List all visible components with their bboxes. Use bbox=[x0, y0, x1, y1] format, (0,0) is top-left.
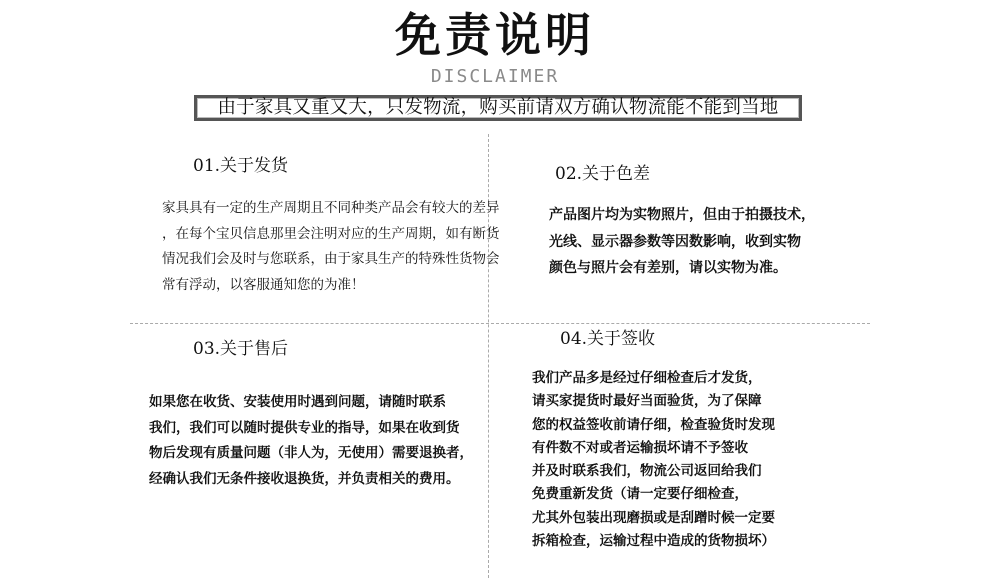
shipping-notice-text: 由于家具又重又大，只发物流，购买前请双方确认物流能不能到当地 bbox=[217, 97, 779, 118]
horizontal-divider bbox=[130, 323, 870, 324]
section-body-after-sales bbox=[149, 390, 473, 492]
section-body-receipt bbox=[532, 367, 775, 553]
shipping-notice-box bbox=[194, 95, 802, 121]
text-line: 免费重新发货（请一定要仔细检查， bbox=[532, 486, 748, 503]
section-body-shipping bbox=[162, 196, 500, 298]
text-line: 经确认我们无条件接收退换货，并负责相关的费用。 bbox=[149, 470, 460, 487]
text-line: 您的权益签收前请仔细，检查验货时发现 bbox=[532, 416, 775, 433]
section-heading-receipt: 04.关于签收 bbox=[560, 329, 656, 349]
text-line: 情况我们会及时与您联系，由于家具生产的特殊性货物会 bbox=[162, 251, 500, 267]
section-heading-after-sales: 03.关于售后 bbox=[193, 339, 289, 359]
text-line: 如果您在收货、安装使用时遇到问题，请随时联系 bbox=[149, 394, 446, 410]
text-line: 我们，我们可以随时提供专业的指导，如果在收到货 bbox=[149, 419, 460, 436]
section-body-color-difference bbox=[549, 202, 815, 282]
section-heading-shipping: 01.关于发货 bbox=[193, 156, 289, 176]
text-line: 产品图片均为实物照片，但由于拍摄技术， bbox=[549, 207, 815, 223]
text-line: 物后发现有质量问题（非人为，无使用）需要退换者， bbox=[149, 445, 473, 461]
text-line: 家具具有一定的生产周期且不同种类产品会有较大的差异 bbox=[162, 200, 500, 216]
page-title: 免责说明 bbox=[395, 8, 595, 62]
text-line: 尤其外包装出现磨损或是刮蹭时候一定要 bbox=[532, 509, 775, 526]
text-line: 请买家提货时最好当面验货，为了保障 bbox=[532, 393, 762, 410]
text-line: 常有浮动，以客服通知您的为准！ bbox=[162, 276, 365, 293]
text-line: 我们产品多是经过仔细检查后才发货， bbox=[532, 370, 762, 386]
text-line: 拆箱检查，运输过程中造成的货物损坏） bbox=[532, 533, 775, 550]
text-line: 并及时联系我们，物流公司返回给我们 bbox=[532, 463, 762, 480]
text-line: 光线、显示器参数等因数影响，收到实物 bbox=[549, 233, 801, 250]
text-line: 有件数不对或者运输损坏请不予签收 bbox=[532, 439, 748, 456]
page-subtitle: DISCLAIMER bbox=[430, 66, 560, 87]
section-heading-color-difference: 02.关于色差 bbox=[555, 164, 651, 184]
text-line: 颜色与照片会有差别，请以实物为准。 bbox=[549, 260, 787, 276]
text-line: ，在每个宝贝信息那里会注明对应的生产周期，如有断货 bbox=[162, 225, 500, 242]
